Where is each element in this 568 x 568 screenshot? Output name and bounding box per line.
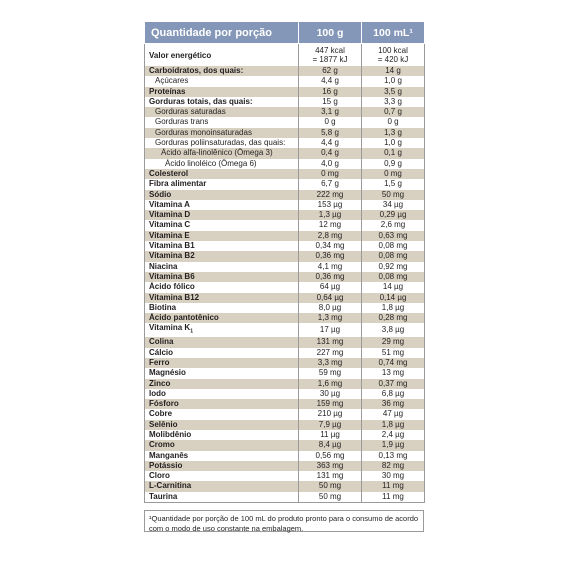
nutrient-label: Ácido pantotênico [149,313,219,323]
energy-label: Valor energético [145,44,299,67]
nutrient-name [145,399,299,409]
table-row [145,420,425,430]
nutrient-label: Fósforo [149,399,179,409]
value-per-100g: 50 mg [299,481,362,491]
nutrient-name [145,159,299,169]
value-per-100ml: 0,13 mg [362,451,425,461]
nutrient-name [145,117,299,127]
nutrient-name [145,492,299,503]
nutrient-label: Vitamina B6 [149,271,195,281]
value-per-100g: 0,64 µg [299,293,362,303]
nutrient-name [145,461,299,471]
value-per-100ml: 0,29 µg [362,210,425,220]
nutrient-name [145,409,299,419]
nutrient-name [145,451,299,461]
value-per-100g: 131 mg [299,337,362,347]
nutrient-label: Manganês [149,450,189,460]
nutrient-label: Açúcares [155,76,189,86]
value-per-100g: 1,3 mg [299,313,362,323]
table-row [145,379,425,389]
table-row [145,313,425,323]
value-per-100g: 17 µg [299,323,362,337]
nutrient-label: Vitamina E [149,230,190,240]
value-per-100ml: 6,8 µg [362,389,425,399]
table-row [145,251,425,261]
nutrient-label: Vitamina B1 [149,241,195,251]
table-row [145,399,425,409]
energy-kj-100g: = 1877 kJ [312,55,348,64]
nutrient-label: Biotina [149,302,177,312]
nutrient-name [145,148,299,158]
nutrient-name [145,76,299,86]
value-per-100ml: 51 mg [362,348,425,358]
energy-kcal-100ml: 100 kcal [378,46,408,55]
nutrient-label: Molibdênio [149,429,192,439]
nutrient-label: Gorduras trans [155,117,209,127]
table-body [145,44,425,503]
value-per-100ml: 0,37 mg [362,379,425,389]
table-row [145,138,425,148]
value-per-100g: 8,4 µg [299,440,362,450]
value-per-100ml: 3,8 µg [362,323,425,337]
table-row [145,107,425,117]
energy-kcal-100g: 447 kcal [315,46,345,55]
nutrient-name [145,368,299,378]
nutrient-label: L-Carnitina [149,481,192,491]
nutrient-name [145,358,299,368]
nutrient-label: Colina [149,337,174,347]
nutrient-name [145,303,299,313]
footnote: ¹Quantidade por porção de 100 mL do produto pronto para o consumo de acordo com o modo de uso constante na embalagem. [144,510,424,532]
table-row [145,451,425,461]
value-per-100g: 0,34 mg [299,241,362,251]
value-per-100g: 50 mg [299,492,362,503]
nutrient-label: Vitamina A [149,199,190,209]
value-per-100ml: 36 mg [362,399,425,409]
value-per-100ml: 13 mg [362,368,425,378]
energy-value-100g [299,44,362,67]
nutrient-name [145,337,299,347]
table-row [145,471,425,481]
value-per-100g: 210 µg [299,409,362,419]
nutrient-label: Taurina [149,491,178,501]
value-per-100g: 4,4 g [299,138,362,148]
value-per-100g: 4,0 g [299,159,362,169]
value-per-100ml: 3,3 g [362,97,425,107]
nutrient-name [145,66,299,76]
nutrient-label: Cálcio [149,347,174,357]
table-row [145,461,425,471]
nutrient-label: Potássio [149,460,183,470]
value-per-100ml: 0,08 mg [362,241,425,251]
value-per-100g: 64 µg [299,282,362,292]
table-row [145,169,425,179]
value-per-100ml: 0,14 µg [362,293,425,303]
value-per-100ml: 0,08 mg [362,251,425,261]
value-per-100ml: 0,08 mg [362,272,425,282]
nutrient-label: Colesterol [149,168,189,178]
value-per-100ml: 11 mg [362,492,425,503]
nutrient-name [145,389,299,399]
nutrient-name [145,379,299,389]
value-per-100ml: 50 mg [362,190,425,200]
table-row [145,179,425,189]
nutrient-label: Vitamina D [149,210,191,220]
value-per-100g: 222 mg [299,190,362,200]
value-per-100ml: 2,4 µg [362,430,425,440]
value-per-100g: 131 mg [299,471,362,481]
value-per-100ml: 1,3 g [362,128,425,138]
nutrient-label: Ácido linoléico (Ômega 6) [165,158,257,168]
nutrient-name [145,179,299,189]
nutrient-label: Ácido fólico [149,282,195,292]
nutrient-label: Cobre [149,409,173,419]
nutrient-label: Iodo [149,388,166,398]
value-per-100g: 2,8 mg [299,231,362,241]
table-row [145,220,425,230]
nutrient-name [145,241,299,251]
nutrient-label: Fibra alimentar [149,179,207,189]
table-row [145,409,425,419]
value-per-100g: 16 g [299,87,362,97]
value-per-100ml: 3,5 g [362,87,425,97]
table-row [145,430,425,440]
table-row [145,241,425,251]
value-per-100ml: 1,8 µg [362,303,425,313]
nutrient-name [145,138,299,148]
table-row [145,190,425,200]
value-per-100g: 6,7 g [299,179,362,189]
table-row [145,66,425,76]
value-per-100ml: 47 µg [362,409,425,419]
value-per-100ml: 0,63 mg [362,231,425,241]
nutrient-name [145,430,299,440]
value-per-100ml: 0 g [362,117,425,127]
value-per-100ml: 30 mg [362,471,425,481]
nutrient-name [145,87,299,97]
nutrient-subscript: 1 [190,329,193,336]
value-per-100g: 59 mg [299,368,362,378]
nutrient-name [145,313,299,323]
nutrient-label: Gorduras saturadas [155,107,226,117]
table-header-row [145,22,425,44]
value-per-100g: 8,0 µg [299,303,362,313]
table-row [145,348,425,358]
value-per-100ml: 1,5 g [362,179,425,189]
nutrient-label: Ácido alfa-linolênico (Ômega 3) [161,148,273,158]
value-per-100g: 4,1 mg [299,262,362,272]
value-per-100g: 0,36 mg [299,272,362,282]
nutrient-name [145,420,299,430]
table-row [145,262,425,272]
table-row [145,128,425,138]
value-per-100g: 5,8 g [299,128,362,138]
table-row [145,231,425,241]
nutrient-name [145,128,299,138]
table-row [145,159,425,169]
nutrient-label: Vitamina C [149,220,191,230]
table-row [145,97,425,107]
value-per-100ml: 0,9 g [362,159,425,169]
value-per-100ml: 0,28 mg [362,313,425,323]
table-row [145,293,425,303]
value-per-100g: 0,4 g [299,148,362,158]
value-per-100ml: 82 mg [362,461,425,471]
nutrient-name [145,323,299,337]
value-per-100g: 0 g [299,117,362,127]
nutrient-name [145,231,299,241]
nutrient-name [145,210,299,220]
header-per-100g: 100 g [299,22,362,44]
table-row [145,148,425,158]
table-row [145,87,425,97]
table-row [145,117,425,127]
value-per-100g: 1,6 mg [299,379,362,389]
value-per-100g: 3,1 g [299,107,362,117]
table-row [145,282,425,292]
value-per-100ml: 14 g [362,66,425,76]
nutrient-label: Cloro [149,471,170,481]
value-per-100g: 1,3 µg [299,210,362,220]
value-per-100g: 62 g [299,66,362,76]
nutrient-name [145,190,299,200]
nutrient-label: Carboidratos, dos quais: [149,66,244,75]
table-row [145,368,425,378]
value-per-100g: 363 mg [299,461,362,471]
value-per-100ml: 1,0 g [362,76,425,86]
table-row [145,440,425,450]
value-per-100g: 159 mg [299,399,362,409]
value-per-100g: 12 mg [299,220,362,230]
value-per-100ml: 1,9 µg [362,440,425,450]
value-per-100g: 0,36 mg [299,251,362,261]
nutrient-label: Gorduras poliinsaturadas, das quais: [155,138,286,148]
nutrient-name [145,348,299,358]
nutrient-name [145,169,299,179]
nutrient-label: Zinco [149,378,171,388]
nutrient-label: Vitamina B12 [149,292,200,302]
value-per-100g: 30 µg [299,389,362,399]
nutrition-table [144,21,425,503]
nutrient-label: Vitamina K [149,323,191,333]
header-per-100ml: 100 mL¹ [362,22,425,44]
nutrient-name [145,471,299,481]
value-per-100ml: 0,74 mg [362,358,425,368]
value-per-100g: 227 mg [299,348,362,358]
nutrient-label: Cromo [149,440,175,450]
table-row [145,492,425,503]
table-row [145,323,425,337]
nutrient-label: Ferro [149,357,170,367]
nutrient-label: Niacina [149,261,178,271]
value-per-100ml: 34 µg [362,200,425,210]
value-per-100ml: 2,6 mg [362,220,425,230]
value-per-100ml: 0,7 g [362,107,425,117]
nutrient-name [145,107,299,117]
nutrient-label: Selênio [149,419,178,429]
value-per-100ml: 0 mg [362,169,425,179]
table-row [145,210,425,220]
nutrient-label: Sódio [149,189,172,199]
table-row [145,337,425,347]
table-row [145,76,425,86]
value-per-100g: 7,9 µg [299,420,362,430]
value-per-100g: 153 µg [299,200,362,210]
value-per-100g: 15 g [299,97,362,107]
nutrient-name [145,272,299,282]
value-per-100ml: 14 µg [362,282,425,292]
value-per-100ml: 1,0 g [362,138,425,148]
value-per-100ml: 11 mg [362,481,425,491]
nutrition-facts-panel [144,21,424,532]
table-row [145,481,425,491]
table-row [145,358,425,368]
nutrient-label: Gorduras totais, das quais: [149,96,253,106]
nutrient-label: Gorduras monoinsaturadas [155,127,252,137]
table-row [145,389,425,399]
header-serving-label: Quantidade por porção [145,22,299,44]
value-per-100g: 0,56 mg [299,451,362,461]
nutrient-name [145,220,299,230]
table-row [145,272,425,282]
value-per-100g: 0 mg [299,169,362,179]
value-per-100ml: 0,92 mg [362,262,425,272]
nutrient-name [145,251,299,261]
nutrient-label: Proteínas [149,86,186,96]
nutrient-name [145,440,299,450]
value-per-100g: 3,3 mg [299,358,362,368]
value-per-100g: 4,4 g [299,76,362,86]
value-per-100g: 11 µg [299,430,362,440]
nutrient-label: Vitamina B2 [149,251,195,261]
energy-kj-100ml: = 420 kJ [377,55,409,64]
nutrient-label: Magnésio [149,368,186,378]
table-row [145,303,425,313]
table-row [145,200,425,210]
energy-row [145,44,425,67]
value-per-100ml: 29 mg [362,337,425,347]
nutrient-name [145,481,299,491]
nutrient-name [145,293,299,303]
nutrient-name [145,97,299,107]
energy-value-100ml [362,44,425,67]
nutrient-name [145,282,299,292]
nutrient-name [145,262,299,272]
value-per-100ml: 0,1 g [362,148,425,158]
nutrient-name [145,200,299,210]
value-per-100ml: 1,8 µg [362,420,425,430]
